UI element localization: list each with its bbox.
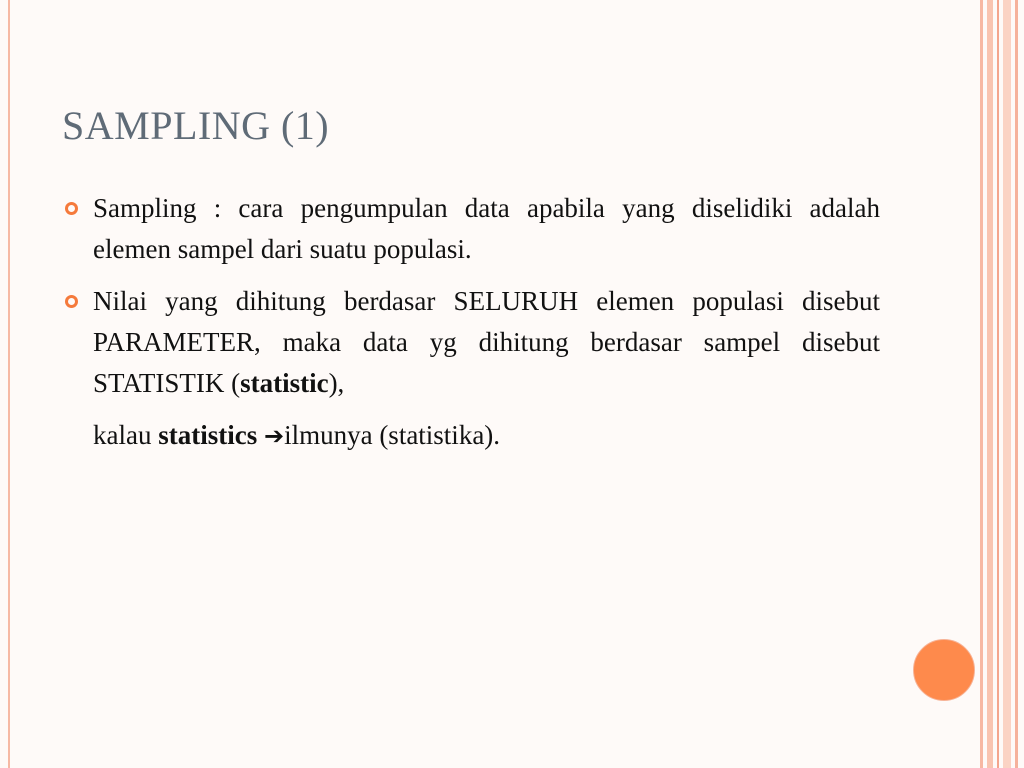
slide-body — [62, 188, 880, 457]
right-frame-stripe — [980, 0, 983, 768]
bullet-bold-term: statistic — [240, 368, 329, 398]
slide-title: SAMPLING (1) — [62, 103, 330, 148]
circle-ring-bullet-icon — [65, 295, 78, 308]
continuation-prefix: kalau — [93, 420, 159, 450]
right-frame-stripe — [997, 0, 999, 768]
bullet-item-sampling — [62, 188, 880, 270]
bullet-text-before: Nilai yang dihitung berdasar SELURUH elemen populasi disebut PARAMETER, maka data yg dihitung berdasar sampel disebut STATISTIK ( — [93, 286, 880, 398]
continuation-bold-term: statistics — [158, 420, 258, 450]
bullet-text-after: ), — [328, 368, 345, 398]
bullet-text: Sampling : cara pengumpulan data apabila yang diselidiki adalah elemen sampel dari suatu populasi. — [93, 193, 880, 264]
bullet-item-nilai — [62, 281, 880, 404]
right-arrow-icon: ➔ — [263, 422, 285, 450]
left-frame-line — [8, 0, 10, 768]
circle-ring-bullet-icon — [65, 202, 78, 215]
continuation-line — [62, 415, 880, 457]
right-frame-stripe — [987, 0, 993, 768]
continuation-suffix: ilmunya (statistika). — [284, 420, 501, 450]
decorative-orange-circle — [913, 639, 975, 701]
right-frame-stripe — [1003, 0, 1011, 768]
right-frame-stripe — [1015, 0, 1018, 768]
